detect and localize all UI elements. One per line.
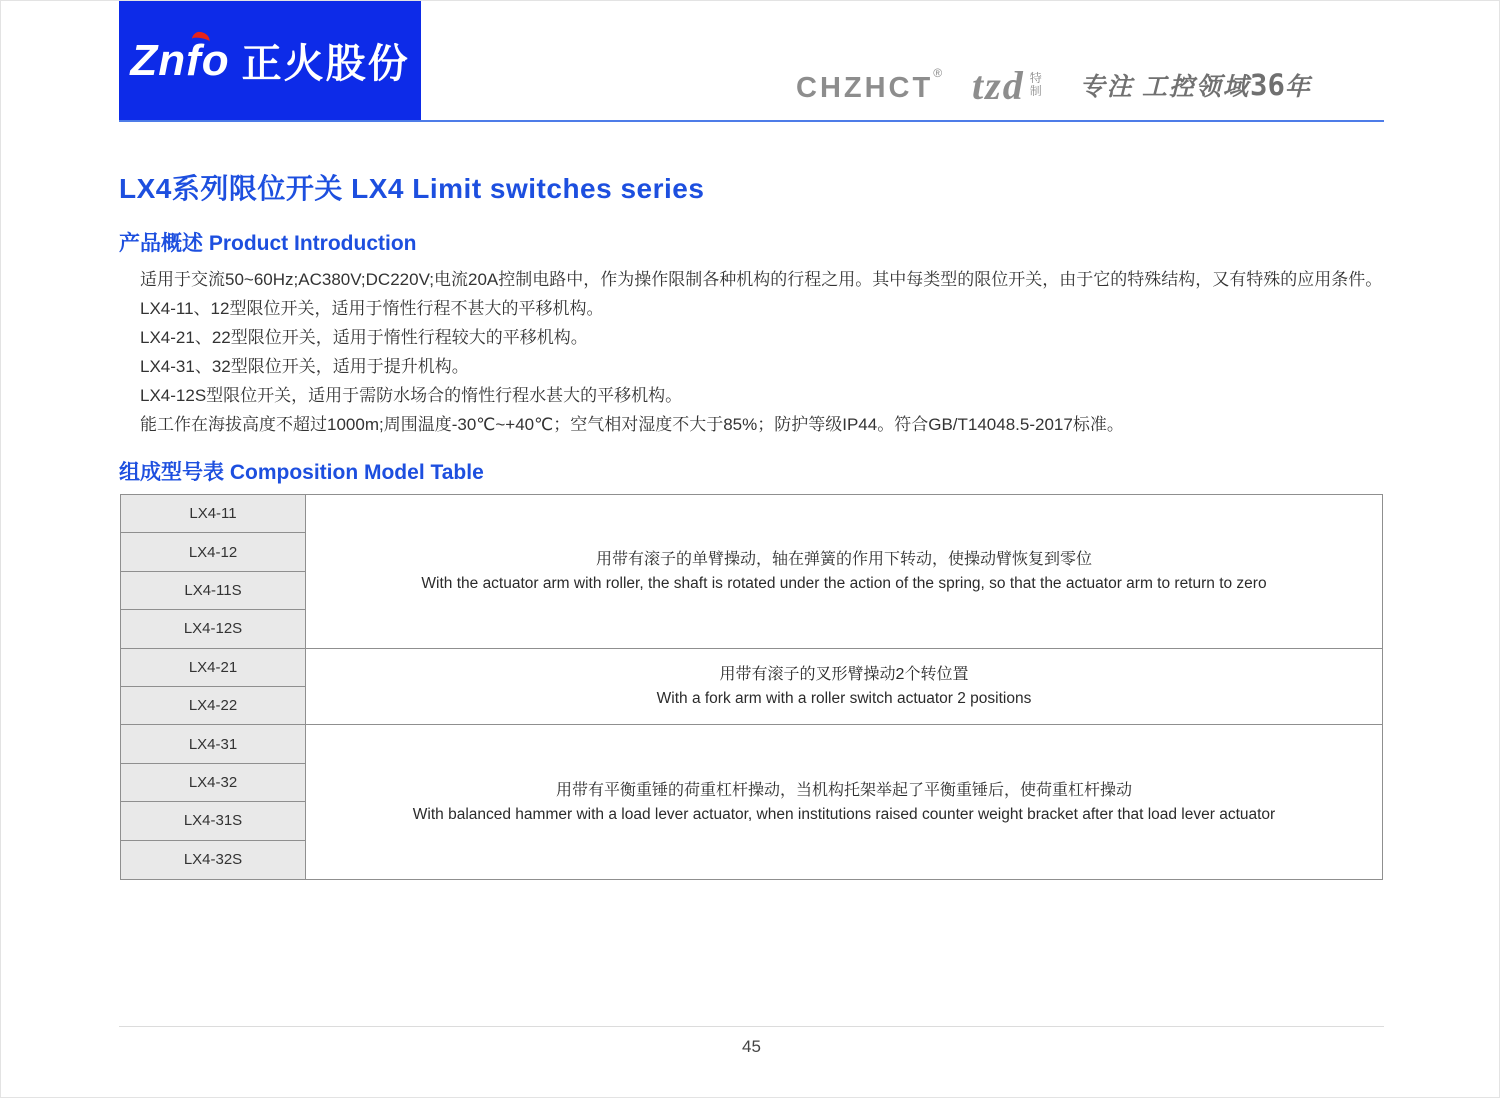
section-heading-product-introduction: 产品概述 Product Introduction [119, 232, 417, 255]
intro-paragraph: LX4-12S型限位开关，适用于需防水场合的惰性行程水甚大的平移机构。 [140, 386, 683, 405]
model-cell: LX4-32S [121, 841, 306, 879]
logo-chinese-text: 正火股份 [241, 42, 410, 86]
composition-model-table [120, 494, 1383, 880]
description-zh: 用带有滚子的叉形臂操动2个转位置 [719, 665, 969, 683]
model-cell: LX4-32 [121, 764, 306, 802]
description-zh: 用带有滚子的单臂操动，轴在弹簧的作用下转动，使操动臂恢复到零位 [595, 550, 1092, 568]
header-divider [119, 120, 1384, 122]
intro-paragraph: LX4-31、32型限位开关，适用于提升机构。 [140, 357, 469, 376]
header-brand-row [796, 56, 1386, 114]
description-cell-roller-single-arm [306, 495, 1382, 649]
model-cell: LX4-12S [121, 610, 306, 648]
model-cell: LX4-31S [121, 802, 306, 840]
company-logo [119, 1, 421, 120]
tzd-logo [972, 62, 1044, 109]
slogan-years: 36 [1250, 68, 1285, 102]
description-cell-fork-arm [306, 649, 1382, 726]
intro-paragraph: LX4-21、22型限位开关，适用于惰性行程较大的平移机构。 [140, 328, 588, 347]
logo-latin-word: Znfo [130, 35, 230, 85]
intro-paragraph: 能工作在海拔高度不超过1000m;周围温度-30℃~+40℃；空气相对湿度不大于85%；防护等级IP44。符合GB/T14048.5-2017标准。 [140, 415, 1124, 434]
footer-divider [119, 1026, 1384, 1027]
registered-mark: ® [933, 65, 943, 80]
model-cell: LX4-11 [121, 495, 306, 533]
tzd-side-text: 特制 [1029, 71, 1042, 98]
slogan-text: 专注 工控领域 [1079, 74, 1250, 101]
description-en: With the actuator arm with roller, the shaft is rotated under the action of the spring, so that the actuator arm to return to zero [421, 574, 1267, 592]
brand-slogan [1080, 67, 1312, 103]
model-cell: LX4-11S [121, 572, 306, 610]
intro-paragraph: LX4-11、12型限位开关，适用于惰性行程不甚大的平移机构。 [140, 299, 604, 318]
intro-paragraph: 适用于交流50~60Hz;AC380V;DC220V;电流20A控制电路中，作为操作限制各种机构的行程之用。其中每类型的限位开关，由于它的特殊结构，又有特殊的应用条件。 [140, 270, 1383, 289]
model-cell: LX4-31 [121, 725, 306, 763]
description-en: With a fork arm with a roller switch actuator 2 positions [656, 689, 1032, 707]
logo-latin-text [130, 36, 229, 86]
description-cell-balanced-hammer [306, 725, 1382, 879]
page-title: LX4系列限位开关 LX4 Limit switches series [119, 173, 705, 204]
chzhct-logo [796, 66, 942, 105]
flame-accent-icon [192, 30, 211, 44]
page-number: 45 [742, 1037, 761, 1056]
slogan-suffix: 年 [1284, 74, 1312, 101]
model-cell: LX4-12 [121, 533, 306, 571]
section-heading-composition-model-table: 组成型号表 Composition Model Table [119, 461, 484, 484]
chzhct-text: CHZHCT [796, 71, 934, 104]
model-cell: LX4-21 [121, 649, 306, 687]
description-en: With balanced hammer with a load lever actuator, when institutions raised counter weight bracket after that load lever actuator [412, 805, 1276, 823]
description-zh: 用带有平衡重锤的荷重杠杆操动，当机构托架举起了平衡重锤后，使荷重杠杆操动 [555, 781, 1132, 799]
model-cell: LX4-22 [121, 687, 306, 725]
product-introduction-body [119, 265, 1389, 439]
tzd-text: tzd [972, 62, 1025, 108]
